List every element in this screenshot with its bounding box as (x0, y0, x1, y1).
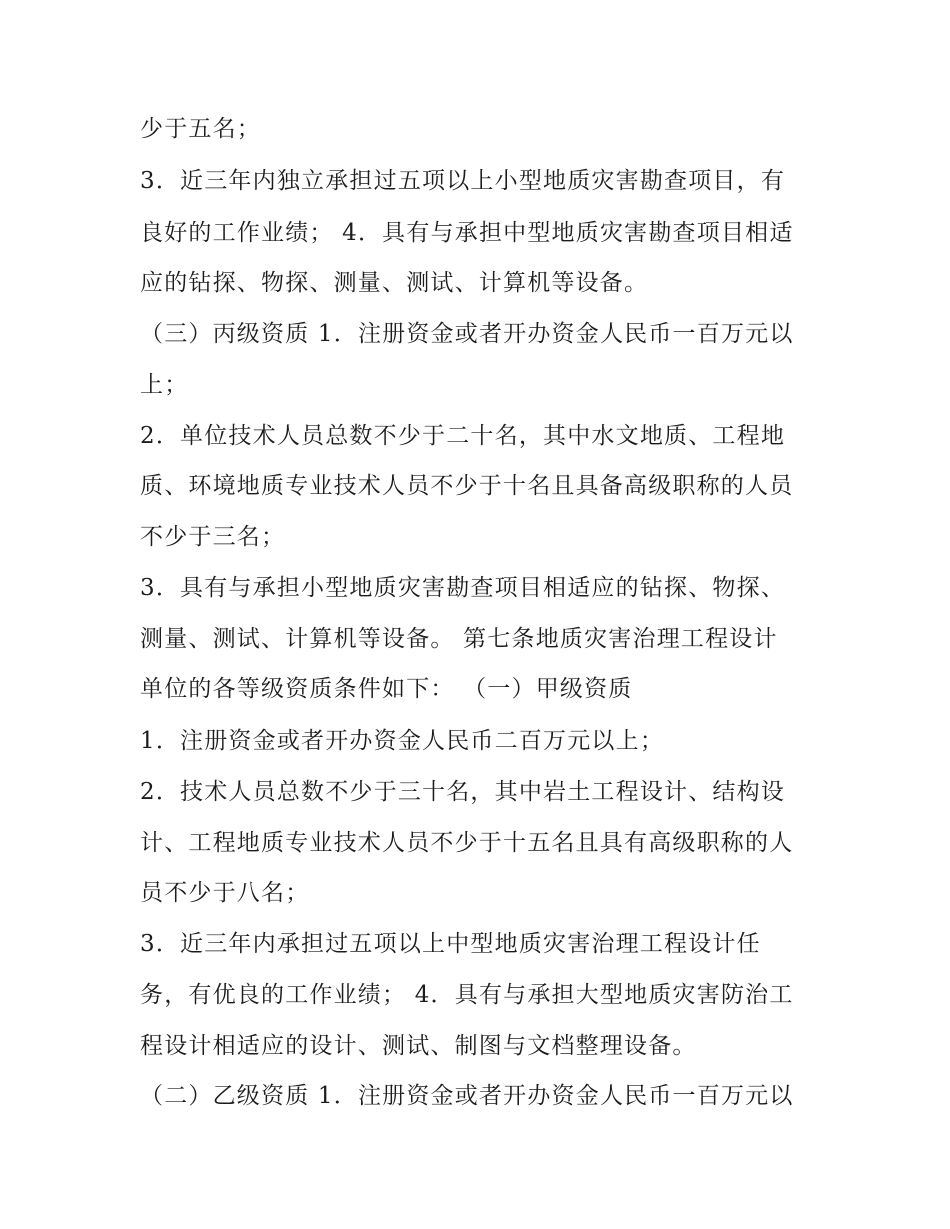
text-line: 少于五名； (140, 116, 261, 142)
text-line: 2．单位技术人员总数不少于二十名，其中水文地质、工程地 (140, 423, 786, 449)
text-line: 良好的工作业绩； 4．具有与承担中型地质灾害勘查项目相适 (140, 220, 794, 246)
text-line: 不少于三名； (140, 524, 286, 550)
text-line: （三）丙级资质 1．注册资金或者开办资金人民币一百万元以 (140, 321, 794, 347)
text-line: 单位的各等级资质条件如下： （一）甲级资质 (140, 676, 633, 702)
text-line: 1．注册资金或者开办资金人民币二百万元以上； (140, 728, 665, 754)
text-line: 3．近三年内承担过五项以上中型地质灾害治理工程设计任 (140, 931, 761, 957)
text-line: 计、工程地质专业技术人员不少于十五名且具有高级职称的人 (140, 830, 794, 856)
text-line: 员不少于八名； (140, 880, 310, 906)
text-line: 质、环境地质专业技术人员不少于十名且具备高级职称的人员 (140, 473, 794, 499)
text-line: 3．具有与承担小型地质灾害勘查项目相适应的钻探、物探、 (140, 575, 786, 601)
text-line: （二）乙级资质 1．注册资金或者开办资金人民币一百万元以 (140, 1083, 794, 1109)
text-line: 测量、测试、计算机等设备。 第七条地质灾害治理工程设计 (140, 626, 778, 652)
text-line: 应的钻探、物探、测量、测试、计算机等设备。 (140, 270, 649, 296)
text-line: 上； (140, 372, 189, 398)
text-line: 程设计相适应的设计、测试、制图与文档整理设备。 (140, 1033, 697, 1059)
text-line: 2．技术人员总数不少于三十名，其中岩土工程设计、结构设 (140, 779, 786, 805)
text-line: 3．近三年内独立承担过五项以上小型地质灾害勘查项目，有 (140, 168, 786, 194)
text-line: 务，有优良的工作业绩； 4．具有与承担大型地质灾害防治工 (140, 982, 794, 1008)
